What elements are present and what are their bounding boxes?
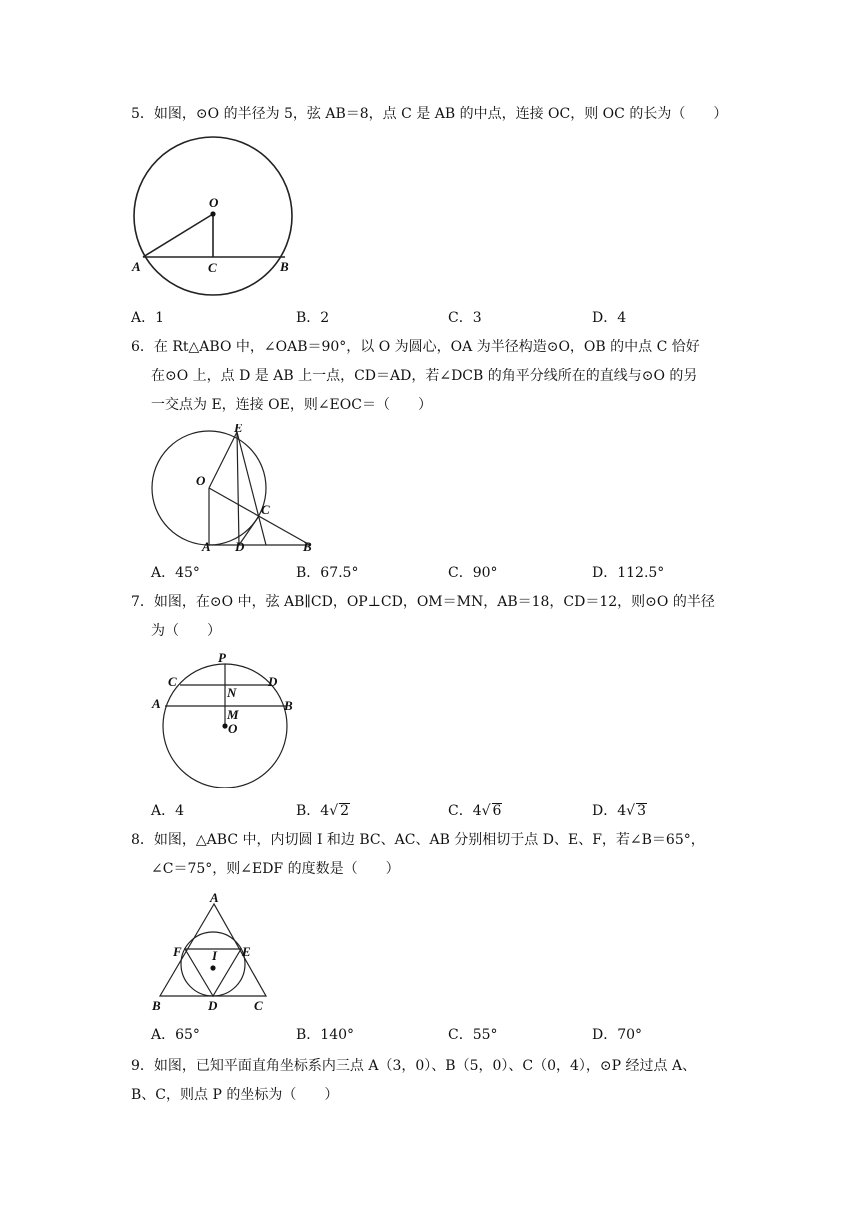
q6-label-e: E bbox=[234, 424, 243, 435]
q7-option-d-radicand: 3 bbox=[637, 803, 646, 819]
q6-segment-ed bbox=[237, 432, 239, 545]
q6-segment-oe bbox=[209, 432, 237, 488]
sqrt-icon: √ bbox=[481, 803, 491, 819]
q9-line-2: B、C，则点 P 的坐标为（ ） bbox=[131, 1087, 339, 1103]
q7-line-1: 7．如图，在⊙O 中，弦 AB∥CD，OP⊥CD，OM＝MN，AB＝18，CD＝12，则⊙O 的半径 bbox=[131, 594, 715, 610]
q5-center-point bbox=[210, 211, 215, 216]
q7-label-o: O bbox=[228, 721, 238, 736]
q5-label-c: C bbox=[208, 260, 217, 275]
q8-label-e: E bbox=[242, 944, 251, 959]
q5-line-1: 5．如图，⊙O 的半径为 5，弦 AB＝8，点 C 是 AB 的中点，连接 OC，则 OC 的长为（ ） bbox=[131, 106, 728, 122]
q7-label-n: N bbox=[227, 685, 237, 700]
q5-option-d: D．4 bbox=[592, 310, 627, 326]
q8-label-f: F bbox=[173, 944, 182, 959]
q6-line-1: 6．在 Rt△ABO 中，∠OAB＝90°，以 O 为圆心，OA 为半径构造⊙O，OB 的中点 C 恰好 bbox=[131, 339, 700, 355]
q6-line-2: 在⊙O 上，点 D 是 AB 上一点，CD＝AD，若∠DCB 的角平分线所在的直线与⊙O 的另 bbox=[151, 368, 698, 384]
q5-label-a: A bbox=[132, 259, 141, 274]
q6-line-3: 一交点为 E，连接 OE，则∠EOC＝（ ） bbox=[151, 397, 432, 413]
q6-option-a: A．45° bbox=[151, 565, 200, 581]
sqrt-icon: √ bbox=[626, 803, 636, 819]
q7-option-b bbox=[296, 801, 350, 821]
q8-option-b: B．140° bbox=[296, 1027, 355, 1043]
q7-figure bbox=[148, 648, 308, 788]
q8-label-b: B bbox=[152, 998, 161, 1013]
q5-option-b: B．2 bbox=[296, 310, 330, 326]
q8-option-c: C．55° bbox=[448, 1027, 498, 1043]
q5-option-a: A．1 bbox=[131, 310, 165, 326]
q7-label-p: P bbox=[218, 650, 226, 665]
q7-center-point bbox=[222, 723, 227, 728]
q8-line-2: ∠C＝75°，则∠EDF 的度数是（ ） bbox=[151, 861, 400, 877]
q7-option-c bbox=[448, 801, 502, 821]
q6-option-b: B．67.5° bbox=[296, 565, 359, 581]
q7-label-a: A bbox=[152, 696, 161, 711]
q8-figure bbox=[148, 888, 278, 1018]
q7-option-c-radicand: 6 bbox=[492, 803, 502, 819]
q5-figure bbox=[128, 136, 308, 306]
q5-option-c: C．3 bbox=[448, 310, 482, 326]
q8-label-a: A bbox=[210, 890, 219, 905]
q8-option-d: D．70° bbox=[592, 1027, 643, 1043]
q8-incircle bbox=[181, 932, 245, 996]
q8-label-d: D bbox=[208, 998, 218, 1013]
q6-label-o: O bbox=[196, 473, 206, 488]
q7-label-m: M bbox=[227, 707, 239, 722]
q8-option-a: A．65° bbox=[151, 1027, 200, 1043]
q7-line-2: 为（ ） bbox=[151, 623, 221, 639]
q7-option-a bbox=[151, 801, 184, 821]
q9-line-1: 9．如图，已知平面直角坐标系内三点 A（3，0）、B（5，0）、C（0，4），⊙P 经过点 A、 bbox=[131, 1058, 697, 1074]
q7-label-c: C bbox=[168, 674, 177, 689]
q6-option-c: C．90° bbox=[448, 565, 498, 581]
q6-option-d: D．112.5° bbox=[592, 565, 665, 581]
q8-label-c: C bbox=[254, 998, 263, 1013]
q7-option-a-text: A．4 bbox=[151, 803, 185, 819]
q6-segment-ob bbox=[209, 488, 310, 545]
q6-label-a: A bbox=[202, 539, 211, 554]
q8-incenter-point bbox=[210, 965, 215, 970]
q6-label-b: B bbox=[303, 539, 312, 554]
q5-label-o: O bbox=[209, 195, 219, 210]
q6-label-d: D bbox=[235, 539, 245, 554]
q6-segment-eb bbox=[237, 432, 266, 545]
q7-option-b-text: B．4 bbox=[296, 803, 330, 819]
q7-option-c-text: C．4 bbox=[448, 803, 482, 819]
q7-label-d: D bbox=[268, 674, 278, 689]
q7-option-b-radicand: 2 bbox=[340, 803, 350, 819]
q7-option-d-text: D．4 bbox=[592, 803, 627, 819]
q5-label-b: B bbox=[280, 259, 289, 274]
q8-line-1: 8．如图，△ABC 中，内切圆 I 和边 BC、AC、AB 分别相切于点 D、E、F，若∠B＝65°， bbox=[131, 832, 705, 848]
q6-label-c: C bbox=[261, 502, 270, 517]
q7-label-b: B bbox=[284, 698, 293, 713]
sqrt-icon: √ bbox=[329, 803, 339, 819]
q8-label-i: I bbox=[212, 948, 218, 963]
q6-figure bbox=[148, 424, 318, 554]
q7-option-d bbox=[592, 801, 647, 821]
